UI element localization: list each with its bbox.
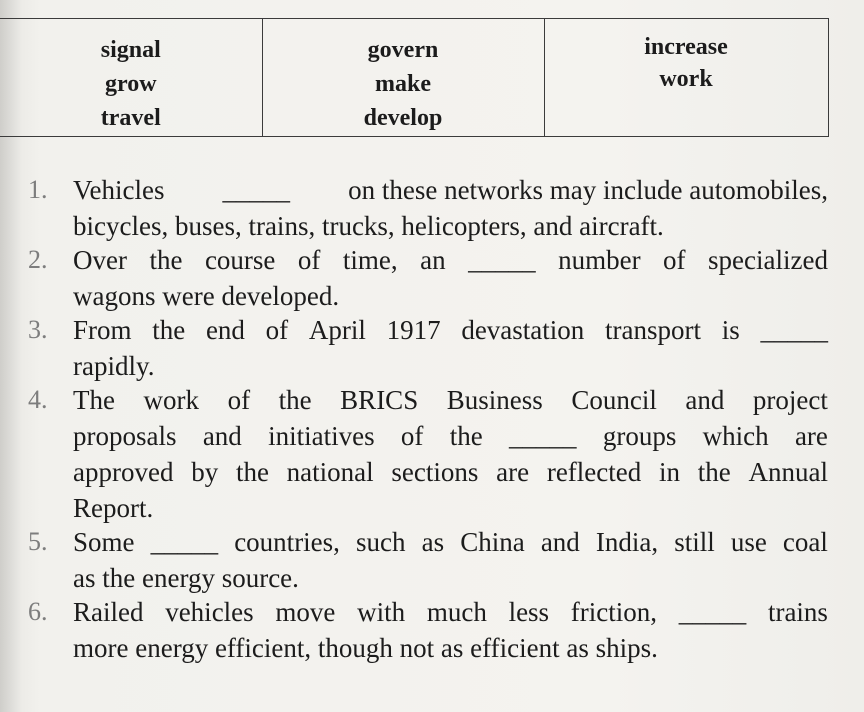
item-text: which xyxy=(702,421,769,451)
word-box-word: govern xyxy=(367,37,439,63)
word-box-column-3 xyxy=(544,19,828,137)
word-box-word: signal xyxy=(100,37,161,63)
item-text: use xyxy=(730,527,767,557)
item-text: still xyxy=(674,527,715,557)
item-text: the xyxy=(149,245,183,275)
answer-blank: _____ xyxy=(222,175,291,205)
exercise-list xyxy=(0,172,864,664)
item-text: time, xyxy=(342,245,398,275)
item-text: groups xyxy=(602,421,677,451)
item-text: more energy efficient, though not as efficient as ships. xyxy=(73,633,658,663)
item-text-line xyxy=(73,594,828,630)
item-text: countries, xyxy=(234,527,340,557)
answer-blank: _____ xyxy=(760,315,828,345)
item-text: vehicles xyxy=(165,597,254,627)
item-text: BRICS xyxy=(340,385,419,415)
word-box-column-2 xyxy=(262,19,544,137)
item-text: of xyxy=(400,421,424,451)
item-text: such xyxy=(356,527,406,557)
answer-blank: _____ xyxy=(678,597,747,627)
item-text: Vehicles xyxy=(73,175,165,205)
item-text: initiatives xyxy=(268,421,375,451)
item-text: From xyxy=(73,315,132,345)
word-box-column-1 xyxy=(0,19,262,137)
exercise-item xyxy=(0,312,828,384)
item-text-line xyxy=(73,382,828,418)
word-box-row xyxy=(0,19,828,137)
word-box-table xyxy=(0,18,829,137)
item-text: Business xyxy=(446,385,543,415)
item-text: the xyxy=(235,457,269,487)
item-number: 1. xyxy=(28,175,48,204)
item-number: 3. xyxy=(28,315,48,344)
item-text: 1917 xyxy=(386,315,441,345)
item-text: trains xyxy=(767,597,828,627)
item-text: approved xyxy=(73,457,174,487)
item-text-line xyxy=(73,418,828,454)
item-text: national xyxy=(286,457,374,487)
item-text: are xyxy=(794,421,828,451)
item-text-line xyxy=(73,312,828,348)
item-text-line xyxy=(73,560,828,596)
item-text: as xyxy=(421,527,445,557)
word-box-word: grow xyxy=(104,71,157,97)
item-text: much xyxy=(426,597,487,627)
item-text-line xyxy=(73,172,828,208)
item-text: course xyxy=(204,245,276,275)
item-text: The xyxy=(73,385,115,415)
item-text: sections xyxy=(391,457,479,487)
item-text: specialized xyxy=(708,245,828,275)
item-text: and xyxy=(202,421,242,451)
exercise-item xyxy=(0,524,828,596)
word-box-word: develop xyxy=(363,105,443,131)
item-text: in xyxy=(658,457,680,487)
item-number: 5. xyxy=(28,527,48,556)
item-text: are xyxy=(496,457,530,487)
item-text: April xyxy=(308,315,366,345)
item-text: China xyxy=(460,527,525,557)
item-text: wagons were developed. xyxy=(73,281,340,311)
item-text: is xyxy=(721,315,740,345)
item-text: as the energy source. xyxy=(73,563,299,593)
item-text: work xyxy=(143,385,200,415)
item-text-line xyxy=(73,278,828,314)
item-text: of xyxy=(663,245,686,275)
word-box-word: travel xyxy=(100,105,161,131)
item-text: transport xyxy=(605,315,701,345)
item-text: of xyxy=(265,315,289,345)
item-text-line xyxy=(73,454,828,490)
item-text: of xyxy=(227,385,251,415)
item-text: Council xyxy=(571,385,657,415)
exercise-item xyxy=(0,382,828,526)
item-text: rapidly. xyxy=(73,351,155,381)
item-text: Some xyxy=(73,527,135,557)
answer-blank: _____ xyxy=(150,527,219,557)
item-text: move xyxy=(275,597,336,627)
word-box-word: increase xyxy=(644,34,728,60)
item-text: the xyxy=(152,315,186,345)
item-text-line xyxy=(73,490,828,526)
exercise-item xyxy=(0,594,828,666)
item-text: coal xyxy=(782,527,828,557)
item-text: Annual xyxy=(748,457,828,487)
item-text: project xyxy=(752,385,828,415)
item-text: and xyxy=(540,527,580,557)
item-number: 6. xyxy=(28,597,48,626)
item-text: with xyxy=(357,597,406,627)
item-text: less xyxy=(508,597,550,627)
item-text-line xyxy=(73,630,828,666)
exercise-item xyxy=(0,242,828,314)
item-text: Railed xyxy=(73,597,144,627)
item-text: proposals xyxy=(73,421,177,451)
item-text: devastation xyxy=(461,315,585,345)
item-text: the xyxy=(278,385,312,415)
item-text-line xyxy=(73,524,828,560)
item-text: India, xyxy=(595,527,659,557)
item-text-line xyxy=(73,208,828,244)
word-box-word: work xyxy=(659,66,713,92)
item-text: reflected xyxy=(546,457,642,487)
item-number: 2. xyxy=(28,245,48,274)
item-text: the xyxy=(697,457,731,487)
item-text: by xyxy=(191,457,219,487)
item-text: of xyxy=(297,245,321,275)
item-text: and xyxy=(685,385,725,415)
item-text: Report. xyxy=(73,493,154,523)
item-text: Over xyxy=(73,245,127,275)
item-text: number xyxy=(558,245,641,275)
item-text: on these networks may include automobiles, xyxy=(348,175,828,205)
word-box-word: make xyxy=(375,71,431,97)
item-text: friction, xyxy=(570,597,658,627)
item-text-line xyxy=(73,348,828,384)
item-text: an xyxy=(420,245,446,275)
item-text-line xyxy=(73,242,828,278)
answer-blank: _____ xyxy=(509,421,577,451)
item-number: 4. xyxy=(28,385,48,414)
item-text: end xyxy=(205,315,245,345)
exercise-item xyxy=(0,172,828,244)
answer-blank: _____ xyxy=(468,245,536,275)
item-text: bicycles, buses, trains, trucks, helicopters, and aircraft. xyxy=(73,211,664,241)
item-text: the xyxy=(449,421,483,451)
